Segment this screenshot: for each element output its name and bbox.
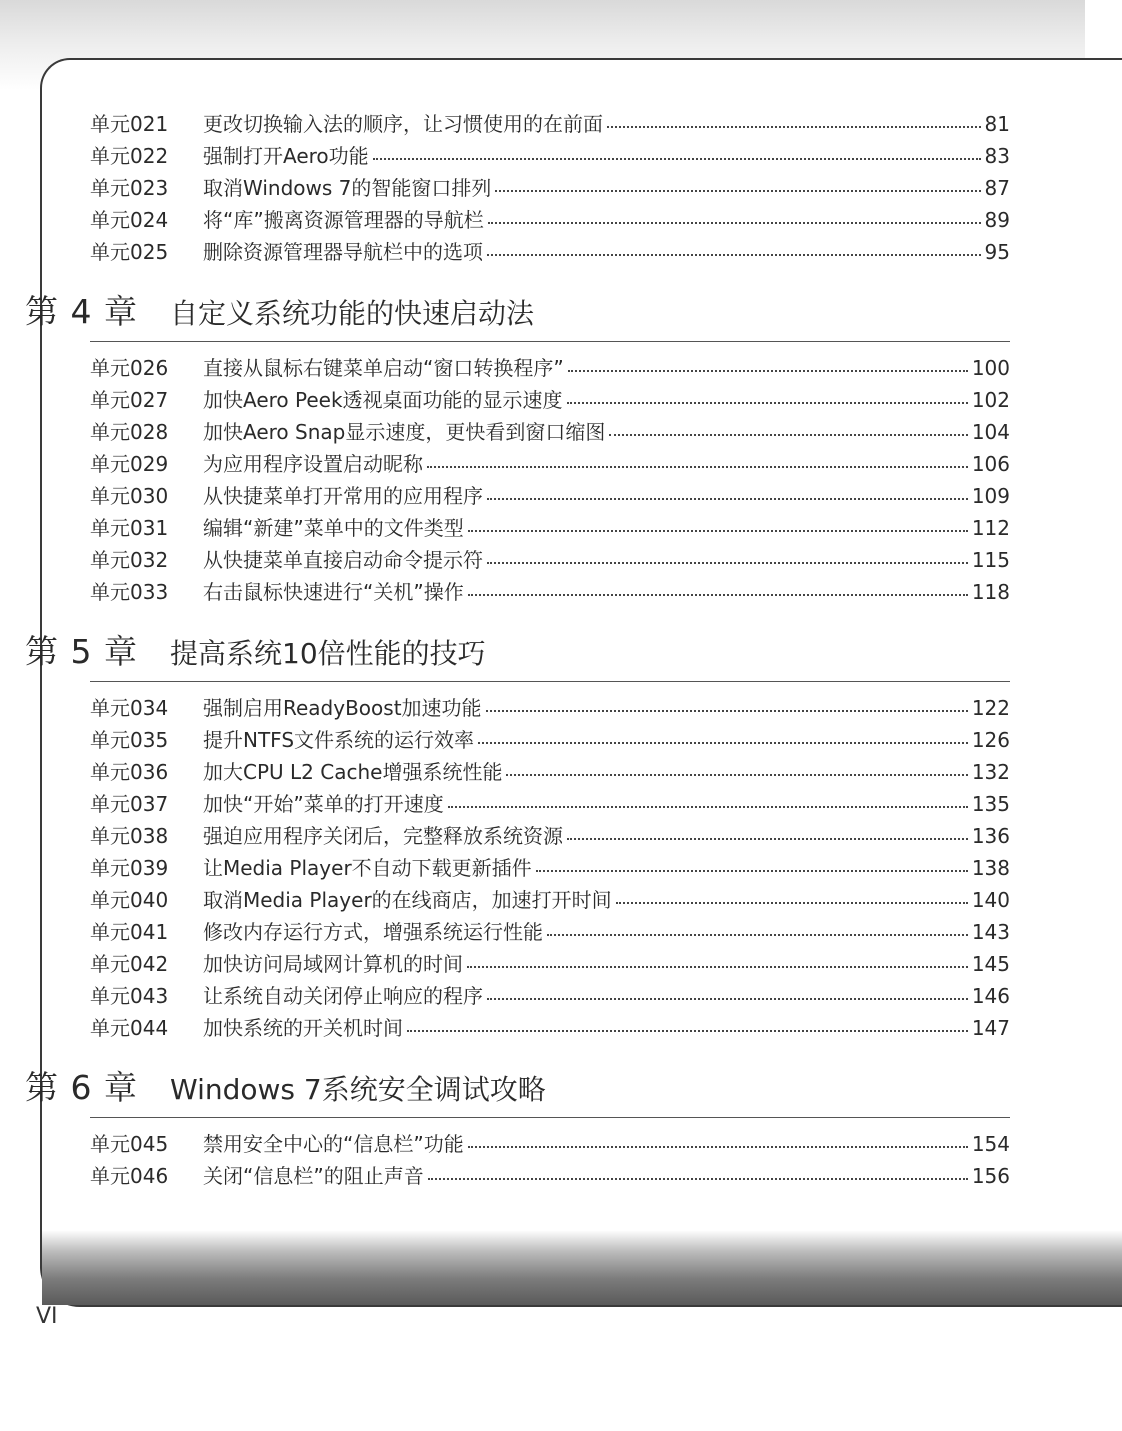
chapter-heading <box>25 1062 1010 1118</box>
dot-leader <box>428 1177 968 1180</box>
entry-page-number: 95 <box>984 240 1010 264</box>
entry-title: 加快Aero Peek透视桌面功能的显示速度 <box>203 388 563 412</box>
unit-number: 单元038 <box>90 824 169 848</box>
toc-entry <box>90 724 1010 756</box>
toc-entry <box>90 140 1010 172</box>
chapter-heading <box>25 626 1010 682</box>
entry-page-number: 81 <box>984 112 1010 136</box>
toc-entry <box>90 788 1010 820</box>
panel-bottom-band <box>42 1230 1122 1305</box>
entry-page-number: 104 <box>971 420 1010 444</box>
chapter-title: 自定义系统功能的快速启动法 <box>170 297 535 330</box>
entry-title: 取消Media Player的在线商店，加速打开时间 <box>203 888 612 912</box>
entry-page-number: 106 <box>971 452 1010 476</box>
entry-title: 为应用程序设置启动昵称 <box>203 452 423 476</box>
entry-title: 从快捷菜单打开常用的应用程序 <box>203 484 483 508</box>
entry-title: 加大CPU L2 Cache增强系统性能 <box>203 760 503 784</box>
entry-page-number: 100 <box>971 356 1010 380</box>
unit-number: 单元037 <box>90 792 169 816</box>
toc-entry <box>90 916 1010 948</box>
unit-number: 单元032 <box>90 548 169 572</box>
entry-title: 强迫应用程序关闭后，完整释放系统资源 <box>203 824 563 848</box>
entry-title: 禁用安全中心的“信息栏”功能 <box>203 1132 464 1156</box>
entry-page-number: 126 <box>971 728 1010 752</box>
table-of-contents <box>25 108 1010 1192</box>
dot-leader <box>568 369 968 372</box>
toc-entry <box>90 448 1010 480</box>
toc-entry <box>90 512 1010 544</box>
entry-page-number: 143 <box>971 920 1010 944</box>
unit-number: 单元039 <box>90 856 169 880</box>
dot-leader <box>567 837 968 840</box>
dot-leader <box>487 253 981 256</box>
entry-title: 让系统自动关闭停止响应的程序 <box>203 984 483 1008</box>
toc-entry <box>90 544 1010 576</box>
dot-leader <box>486 709 968 712</box>
toc-entry <box>90 384 1010 416</box>
dot-leader <box>487 997 968 1000</box>
entry-title: 右击鼠标快速进行“关机”操作 <box>203 580 464 604</box>
toc-entry <box>90 852 1010 884</box>
toc-entry <box>90 352 1010 384</box>
entry-page-number: 102 <box>971 388 1010 412</box>
toc-entry <box>90 1160 1010 1192</box>
toc-entry <box>90 1012 1010 1044</box>
dot-leader <box>467 965 968 968</box>
unit-number: 单元026 <box>90 356 169 380</box>
dot-leader <box>373 157 981 160</box>
entry-page-number: 89 <box>984 208 1010 232</box>
chapter-number: 第 5 章 <box>25 632 138 671</box>
unit-number: 单元021 <box>90 112 169 136</box>
entry-title: 从快捷菜单直接启动命令提示符 <box>203 548 483 572</box>
dot-leader <box>506 773 967 776</box>
entry-title: 强制启用ReadyBoost加速功能 <box>203 696 482 720</box>
entry-title: 取消Windows 7的智能窗口排列 <box>203 176 492 200</box>
toc-entry <box>90 108 1010 140</box>
dot-leader <box>468 529 968 532</box>
entry-title: 加快系统的开关机时间 <box>203 1016 403 1040</box>
dot-leader <box>487 497 968 500</box>
toc-panel <box>25 58 1122 1307</box>
entry-title: 加快Aero Snap显示速度，更快看到窗口缩图 <box>203 420 606 444</box>
unit-number: 单元023 <box>90 176 169 200</box>
unit-number: 单元030 <box>90 484 169 508</box>
entry-title: 让Media Player不自动下载更新插件 <box>203 856 532 880</box>
dot-leader <box>427 465 968 468</box>
toc-entry <box>90 820 1010 852</box>
unit-number: 单元040 <box>90 888 169 912</box>
entry-title: 修改内存运行方式，增强系统运行性能 <box>203 920 543 944</box>
page-number: VI <box>36 1304 58 1329</box>
toc-entry <box>90 204 1010 236</box>
dot-leader <box>468 1145 968 1148</box>
chapter-number: 第 4 章 <box>25 292 138 331</box>
unit-number: 单元027 <box>90 388 169 412</box>
entry-page-number: 138 <box>971 856 1010 880</box>
entry-page-number: 156 <box>971 1164 1010 1188</box>
entry-page-number: 135 <box>971 792 1010 816</box>
chapter-title: Windows 7系统安全调试攻略 <box>170 1073 546 1106</box>
dot-leader <box>488 221 981 224</box>
entry-page-number: 132 <box>971 760 1010 784</box>
entry-title: 提升NTFS文件系统的运行效率 <box>203 728 475 752</box>
unit-number: 单元035 <box>90 728 169 752</box>
unit-number: 单元045 <box>90 1132 169 1156</box>
dot-leader <box>407 1029 968 1032</box>
chapter-number: 第 6 章 <box>25 1068 138 1107</box>
chapter-title: 提高系统10倍性能的技巧 <box>170 637 486 670</box>
unit-number: 单元024 <box>90 208 169 232</box>
unit-number: 单元044 <box>90 1016 169 1040</box>
entry-title: 关闭“信息栏”的阻止声音 <box>203 1164 424 1188</box>
unit-number: 单元028 <box>90 420 169 444</box>
entry-page-number: 140 <box>971 888 1010 912</box>
dot-leader <box>468 593 968 596</box>
entry-page-number: 109 <box>971 484 1010 508</box>
entry-page-number: 146 <box>971 984 1010 1008</box>
toc-entry <box>90 756 1010 788</box>
toc-entry <box>90 980 1010 1012</box>
entry-page-number: 115 <box>971 548 1010 572</box>
chapter-heading <box>25 286 1010 342</box>
entry-page-number: 87 <box>984 176 1010 200</box>
dot-leader <box>616 901 968 904</box>
unit-number: 单元041 <box>90 920 169 944</box>
toc-entry <box>90 236 1010 268</box>
entry-page-number: 118 <box>971 580 1010 604</box>
entry-title: 编辑“新建”菜单中的文件类型 <box>203 516 464 540</box>
unit-number: 单元043 <box>90 984 169 1008</box>
dot-leader <box>607 125 981 128</box>
dot-leader <box>495 189 980 192</box>
entry-title: 强制打开Aero功能 <box>203 144 369 168</box>
entry-page-number: 83 <box>984 144 1010 168</box>
entry-title: 加快访问局域网计算机的时间 <box>203 952 463 976</box>
toc-entry <box>90 1128 1010 1160</box>
toc-entry <box>90 480 1010 512</box>
entry-page-number: 122 <box>971 696 1010 720</box>
entry-title: 将“库”搬离资源管理器的导航栏 <box>203 208 484 232</box>
toc-entry <box>90 576 1010 608</box>
entry-page-number: 154 <box>971 1132 1010 1156</box>
unit-number: 单元025 <box>90 240 169 264</box>
unit-number: 单元042 <box>90 952 169 976</box>
entry-page-number: 147 <box>971 1016 1010 1040</box>
dot-leader <box>536 869 968 872</box>
dot-leader <box>487 561 968 564</box>
unit-number: 单元031 <box>90 516 169 540</box>
entry-title: 更改切换输入法的顺序，让习惯使用的在前面 <box>203 112 603 136</box>
unit-number: 单元033 <box>90 580 169 604</box>
entry-title: 删除资源管理器导航栏中的选项 <box>203 240 483 264</box>
unit-number: 单元036 <box>90 760 169 784</box>
dot-leader <box>547 933 968 936</box>
entry-page-number: 136 <box>971 824 1010 848</box>
toc-entry <box>90 692 1010 724</box>
entry-page-number: 145 <box>971 952 1010 976</box>
dot-leader <box>478 741 968 744</box>
toc-entry <box>90 172 1010 204</box>
dot-leader <box>609 433 967 436</box>
entry-title: 直接从鼠标右键菜单启动“窗口转换程序” <box>203 356 564 380</box>
toc-entry <box>90 416 1010 448</box>
unit-number: 单元029 <box>90 452 169 476</box>
dot-leader <box>448 805 968 808</box>
toc-entry <box>90 884 1010 916</box>
unit-number: 单元034 <box>90 696 169 720</box>
unit-number: 单元046 <box>90 1164 169 1188</box>
entry-title: 加快“开始”菜单的打开速度 <box>203 792 444 816</box>
unit-number: 单元022 <box>90 144 169 168</box>
toc-entry <box>90 948 1010 980</box>
dot-leader <box>567 401 968 404</box>
entry-page-number: 112 <box>971 516 1010 540</box>
